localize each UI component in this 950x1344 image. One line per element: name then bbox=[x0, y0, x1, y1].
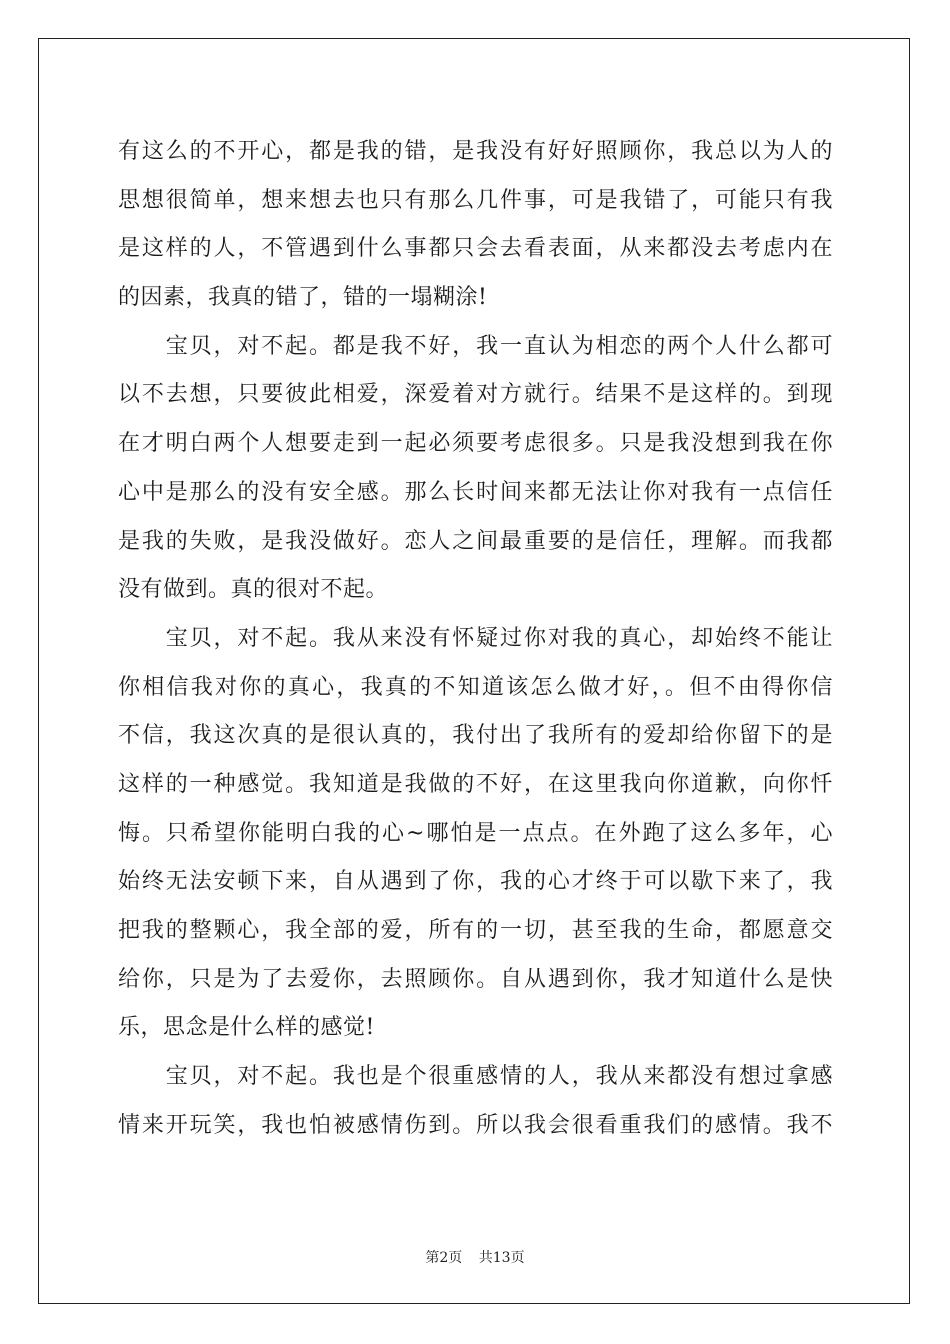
text-line: 悔。只希望你能明白我的心~哪怕是一点点。在外跑了这么多年，心 bbox=[118, 820, 833, 846]
text-line: 把我的整颗心，我全部的爱，所有的一切，甚至我的生命，都愿意交 bbox=[118, 918, 833, 943]
text-line: 宝贝，对不起。我也是个很重感情的人，我从来都没有想过拿感 bbox=[118, 1064, 833, 1090]
text-line: 乐，思念是什么样的感觉! bbox=[118, 1015, 375, 1041]
text-line: 在才明白两个人想要走到一起必须要考虑很多。只是我没想到我在你 bbox=[118, 431, 833, 457]
text-line: 你相信我对你的真心，我真的不知道该怎么做才好，。但不由得你信 bbox=[118, 674, 833, 700]
text-line: 宝贝，对不起。我从来没有怀疑过你对我的真心，却始终不能让 bbox=[118, 625, 833, 651]
text-line: 是这样的人，不管遇到什么事都只会去看表面，从来都没去考虑内在 bbox=[118, 236, 833, 262]
text-line: 不信，我这次真的是很认真的，我付出了我所有的爱却给你留下的是 bbox=[118, 723, 833, 749]
text-line: 是我的失败，是我没做好。恋人之间最重要的是信任，理解。而我都 bbox=[118, 528, 833, 554]
text-line: 这样的一种感觉。我知道是我做的不好，在这里我向你道歉，向你忏 bbox=[118, 771, 833, 797]
text-line: 思想很简单，想来想去也只有那么几件事，可是我错了，可能只有我 bbox=[118, 187, 833, 213]
text-line: 宝贝，对不起。都是我不好，我一直认为相恋的两个人什么都可 bbox=[118, 333, 833, 359]
text-line: 没有做到。真的很对不起。 bbox=[118, 577, 389, 603]
text-line: 有这么的不开心，都是我的错，是我没有好好照顾你，我总以为人的 bbox=[118, 139, 833, 164]
page-footer bbox=[0, 1247, 950, 1267]
text-line: 情来开玩笑，我也怕被感情伤到。所以我会很看重我们的感情。我不 bbox=[118, 1112, 833, 1138]
text-line: 始终无法安顿下来，自从遇到了你，我的心才终于可以歇下来了，我 bbox=[118, 869, 833, 895]
text-line: 给你，只是为了去爱你，去照顾你。自从遇到你，我才知道什么是快 bbox=[118, 966, 833, 992]
page-number: 第2页 bbox=[425, 1250, 463, 1266]
text-line: 的因素，我真的错了，错的一塌糊涂! bbox=[118, 285, 488, 311]
text-line: 以不去想，只要彼此相爱，深爱着对方就行。结果不是这样的。到现 bbox=[118, 382, 833, 408]
total-pages: 共13页 bbox=[478, 1250, 525, 1266]
document-body bbox=[118, 128, 833, 1150]
text-line: 心中是那么的没有安全感。那么长时间来都无法让你对我有一点信任 bbox=[118, 479, 833, 505]
